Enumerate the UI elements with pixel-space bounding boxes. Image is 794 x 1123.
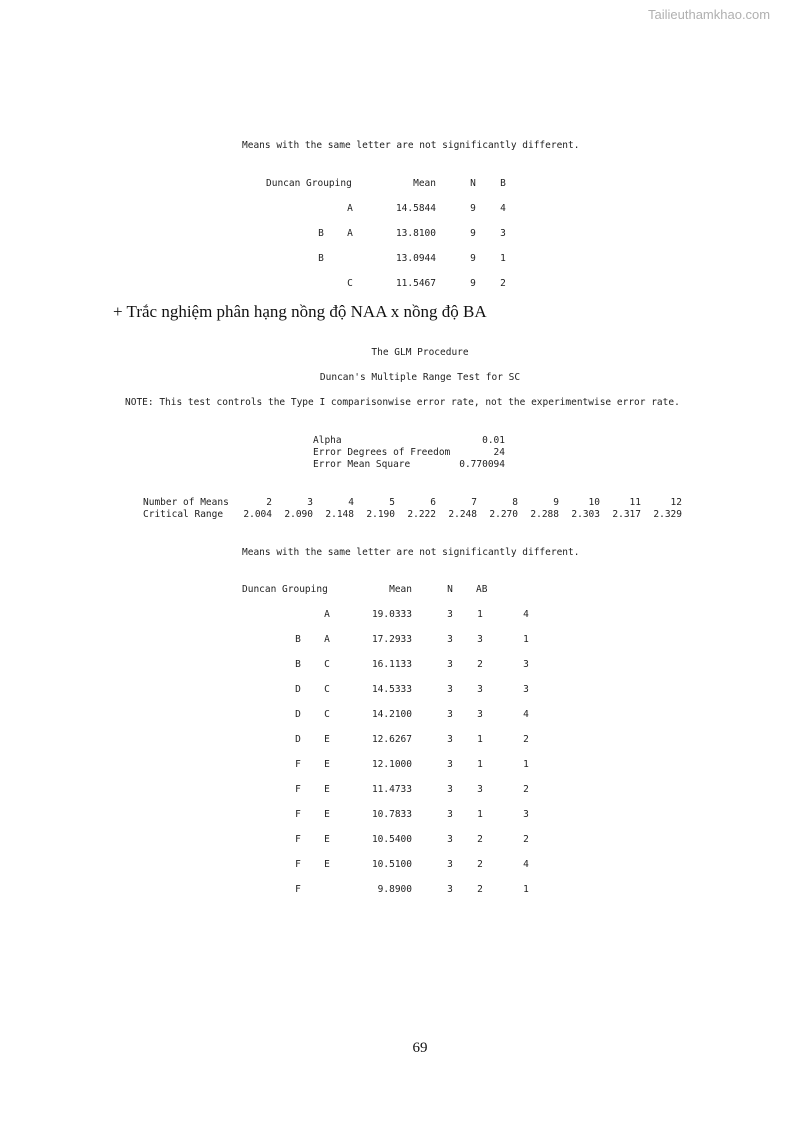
- page-number: 69: [412, 1040, 428, 1056]
- mean-value: 12.6267: [371, 734, 412, 745]
- mean-value: 14.5333: [371, 684, 412, 695]
- group-letter-2: C: [347, 278, 353, 289]
- mean-value: 13.0944: [395, 253, 436, 264]
- number-of-means-cell: 3: [307, 497, 313, 508]
- stat-mse-label: Error Mean Square: [313, 459, 411, 470]
- section-heading: + Trắc nghiệm phân hạng nồng độ NAA x nồng độ BA: [113, 302, 487, 321]
- means-note: Means with the same letter are not significantly different.: [242, 140, 580, 151]
- n-value: 3: [447, 784, 453, 795]
- number-of-means-cell: 5: [389, 497, 395, 508]
- header-mean-2: Mean: [389, 584, 412, 595]
- stat-alpha-value: 0.01: [482, 435, 505, 446]
- factor-a-value: 2: [477, 659, 483, 670]
- group-letter-2: A: [347, 203, 353, 214]
- n-value: 3: [447, 684, 453, 695]
- factor-a-value: 1: [477, 759, 483, 770]
- number-of-means-cell: 12: [670, 497, 682, 508]
- mean-value: 9.8900: [377, 884, 412, 895]
- number-of-means-cell: 10: [588, 497, 600, 508]
- group-letter-2: E: [324, 759, 330, 770]
- range-label-number: Number of Means: [143, 497, 229, 508]
- group-letter-2: E: [324, 859, 330, 870]
- group-letter-2: E: [324, 809, 330, 820]
- watermark: Tailieuthamkhao.com: [648, 7, 771, 22]
- n-value: 3: [447, 709, 453, 720]
- mean-value: 11.4733: [371, 784, 412, 795]
- mean-value: 17.2933: [371, 634, 412, 645]
- mean-value: 10.7833: [371, 809, 412, 820]
- factor-b-value: 2: [523, 834, 529, 845]
- level-value: 3: [500, 228, 506, 239]
- group-letter-2: A: [347, 228, 353, 239]
- factor-a-value: 2: [477, 834, 483, 845]
- n-value: 3: [447, 659, 453, 670]
- n-value: 9: [470, 203, 476, 214]
- n-value: 3: [447, 609, 453, 620]
- n-value: 9: [470, 253, 476, 264]
- factor-a-value: 2: [477, 859, 483, 870]
- critical-range-cell: 2.248: [448, 509, 477, 520]
- mean-value: 14.2100: [371, 709, 412, 720]
- critical-range-cell: 2.148: [325, 509, 354, 520]
- factor-a-value: 3: [477, 709, 483, 720]
- factor-b-value: 4: [523, 609, 529, 620]
- critical-range-cell: 2.303: [571, 509, 600, 520]
- test-title: Duncan's Multiple Range Test for SC: [319, 372, 521, 383]
- group-letter-1: F: [295, 884, 301, 895]
- number-of-means-cell: 6: [430, 497, 436, 508]
- number-of-means-cell: 7: [471, 497, 477, 508]
- number-of-means-cell: 4: [348, 497, 354, 508]
- factor-a-value: 1: [477, 809, 483, 820]
- group-letter-2: A: [324, 634, 330, 645]
- critical-range-cell: 2.288: [530, 509, 559, 520]
- group-letter-1: F: [295, 809, 301, 820]
- means-note-2: Means with the same letter are not significantly different.: [242, 547, 580, 558]
- group-letter-1: B: [318, 253, 324, 264]
- header-mean: Mean: [413, 178, 436, 189]
- header-n: N: [470, 178, 476, 189]
- factor-a-value: 1: [477, 609, 483, 620]
- group-letter-2: C: [324, 709, 330, 720]
- factor-b-value: 1: [523, 759, 529, 770]
- mean-value: 16.1133: [371, 659, 412, 670]
- group-letter-2: E: [324, 784, 330, 795]
- n-value: 9: [470, 278, 476, 289]
- level-value: 1: [500, 253, 506, 264]
- level-value: 2: [500, 278, 506, 289]
- factor-b-value: 2: [523, 734, 529, 745]
- mean-value: 10.5400: [371, 834, 412, 845]
- test-note: NOTE: This test controls the Type I comparisonwise error rate, not the experimentwise error rate.: [125, 397, 680, 408]
- group-letter-1: B: [318, 228, 324, 239]
- n-value: 3: [447, 809, 453, 820]
- group-letter-1: B: [295, 634, 301, 645]
- group-letter-1: F: [295, 784, 301, 795]
- factor-b-value: 3: [523, 684, 529, 695]
- group-letter-1: F: [295, 759, 301, 770]
- factor-b-value: 4: [523, 709, 529, 720]
- number-of-means-cell: 9: [553, 497, 559, 508]
- critical-range-cell: 2.090: [284, 509, 313, 520]
- header-duncan-grouping-2: Duncan Grouping: [242, 584, 328, 595]
- mean-value: 10.5100: [371, 859, 412, 870]
- factor-b-value: 3: [523, 809, 529, 820]
- stat-mse-value: 0.770094: [459, 459, 505, 470]
- stat-df-label: Error Degrees of Freedom: [313, 447, 451, 458]
- factor-b-value: 1: [523, 634, 529, 645]
- level-value: 4: [500, 203, 506, 214]
- factor-a-value: 3: [477, 634, 483, 645]
- group-letter-2: C: [324, 659, 330, 670]
- n-value: 3: [447, 859, 453, 870]
- header-factor-2: AB: [476, 584, 488, 595]
- n-value: 3: [447, 759, 453, 770]
- group-letter-2: E: [324, 834, 330, 845]
- mean-value: 13.8100: [395, 228, 436, 239]
- number-of-means-cell: 2: [266, 497, 272, 508]
- mean-value: 12.1000: [371, 759, 412, 770]
- critical-range-cell: 2.222: [407, 509, 436, 520]
- n-value: 3: [447, 634, 453, 645]
- factor-a-value: 2: [477, 884, 483, 895]
- critical-range-cell: 2.270: [489, 509, 518, 520]
- stat-alpha-label: Alpha: [313, 435, 342, 446]
- factor-b-value: 4: [523, 859, 529, 870]
- mean-value: 19.0333: [371, 609, 412, 620]
- factor-b-value: 1: [523, 884, 529, 895]
- n-value: 3: [447, 734, 453, 745]
- mean-value: 14.5844: [395, 203, 436, 214]
- factor-a-value: 3: [477, 784, 483, 795]
- group-letter-1: D: [295, 734, 301, 745]
- header-factor: B: [500, 178, 506, 189]
- group-letter-2: E: [324, 734, 330, 745]
- critical-range-cell: 2.004: [243, 509, 272, 520]
- n-value: 3: [447, 834, 453, 845]
- group-letter-1: F: [295, 834, 301, 845]
- factor-a-value: 1: [477, 734, 483, 745]
- stat-df-value: 24: [493, 447, 505, 458]
- critical-range-cell: 2.190: [366, 509, 395, 520]
- critical-range-cell: 2.329: [653, 509, 682, 520]
- factor-a-value: 3: [477, 684, 483, 695]
- range-label-critical: Critical Range: [143, 509, 224, 520]
- header-n-2: N: [447, 584, 453, 595]
- group-letter-1: D: [295, 709, 301, 720]
- number-of-means-cell: 11: [629, 497, 641, 508]
- critical-range-cell: 2.317: [612, 509, 641, 520]
- n-value: 3: [447, 884, 453, 895]
- group-letter-2: A: [324, 609, 330, 620]
- factor-b-value: 3: [523, 659, 529, 670]
- header-duncan-grouping: Duncan Grouping: [266, 178, 352, 189]
- group-letter-2: C: [324, 684, 330, 695]
- mean-value: 11.5467: [395, 278, 436, 289]
- group-letter-1: D: [295, 684, 301, 695]
- factor-b-value: 2: [523, 784, 529, 795]
- number-of-means-cell: 8: [512, 497, 518, 508]
- group-letter-1: F: [295, 859, 301, 870]
- group-letter-1: B: [295, 659, 301, 670]
- n-value: 9: [470, 228, 476, 239]
- procedure-title: The GLM Procedure: [371, 347, 469, 358]
